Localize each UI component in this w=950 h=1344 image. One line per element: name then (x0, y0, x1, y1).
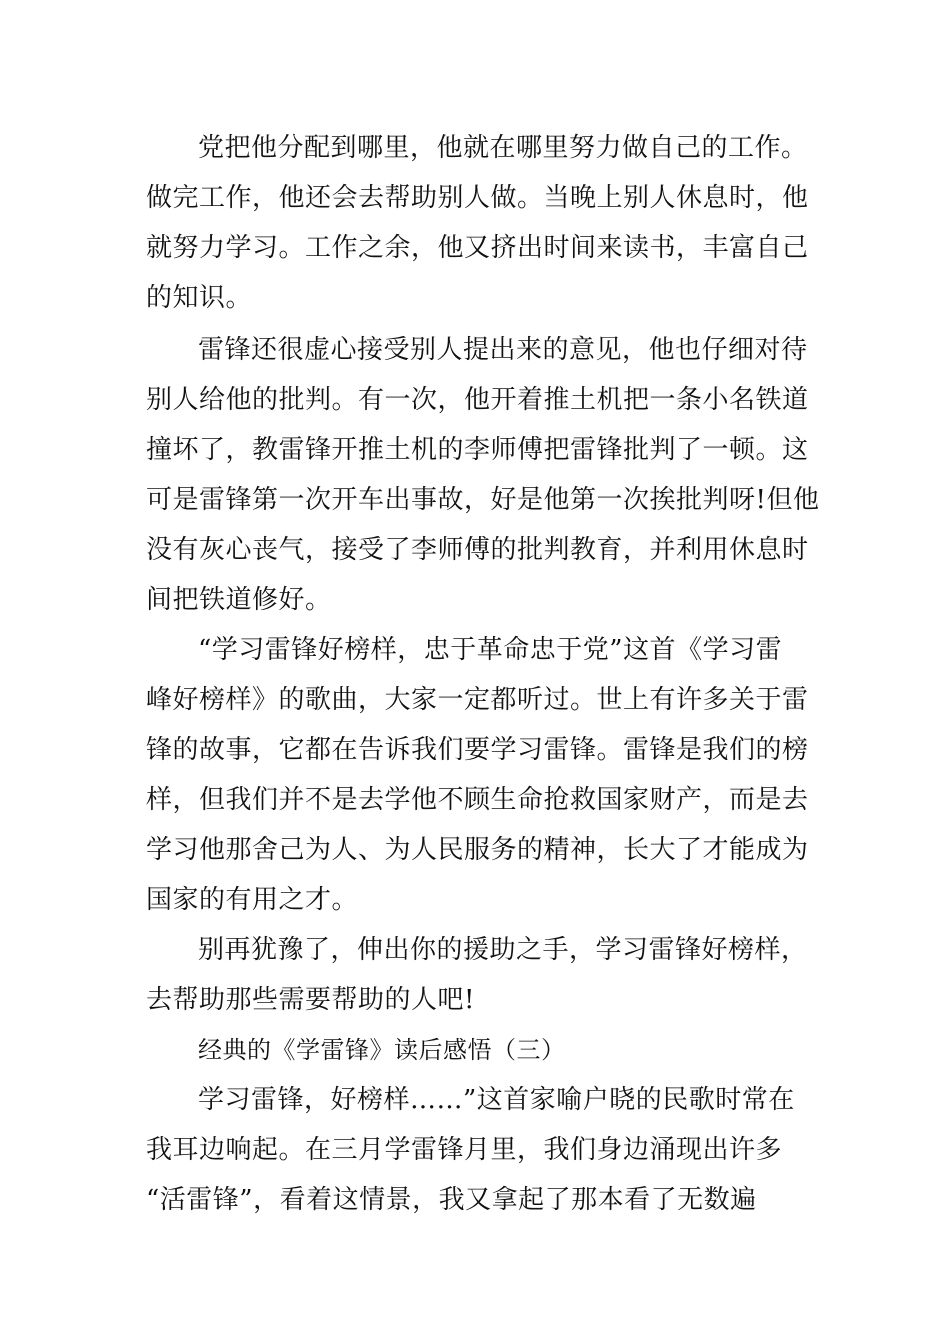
paragraph-line: 去帮助那些需要帮助的人吧! (146, 985, 475, 1015)
paragraph-line: 做完工作，他还会去帮助别人做。当晚上别人休息时，他 (146, 183, 809, 213)
paragraph-line: 可是雷锋第一次开车出事故，好是他第一次挨批判呀!但他 (146, 485, 820, 515)
paragraph-line: 锋的故事，它都在告诉我们要学习雷锋。雷锋是我们的榜 (146, 735, 809, 765)
paragraph-line: 党把他分配到哪里，他就在哪里努力做自己的工作。 (198, 133, 808, 163)
paragraph-line: 的知识。 (146, 283, 253, 313)
paragraph-line: 我耳边响起。在三月学雷锋月里，我们身边涌现出许多 (146, 1135, 783, 1165)
paragraph-line: 别人给他的批判。有一次，他开着推土机把一条小名铁道 (146, 385, 809, 415)
section-heading: 经典的《学雷锋》读后感悟（三） (198, 1036, 566, 1064)
paragraph-line: 雷锋还很虚心接受别人提出来的意见，他也仔细对待 (198, 335, 808, 365)
paragraph-line: “学习雷锋好榜样，忠于革命忠于党”这首《学习雷 (198, 635, 783, 665)
paragraph-line: 间把铁道修好。 (146, 585, 332, 615)
paragraph-line: 撞坏了，教雷锋开推土机的李师傅把雷锋批判了一顿。这 (146, 435, 809, 465)
paragraph-line: 国家的有用之才。 (146, 885, 359, 915)
paragraph-line: 别再犹豫了，伸出你的援助之手，学习雷锋好榜样， (198, 935, 808, 965)
paragraph-line: 峰好榜样》的歌曲，大家一定都听过。世上有许多关于雷 (146, 685, 809, 715)
paragraph-line: 学习他那舍己为人、为人民服务的精神，长大了才能成为 (146, 835, 809, 865)
paragraph-line: 没有灰心丧气，接受了李师傅的批判教育，并利用休息时 (146, 535, 809, 565)
paragraph-line: 就努力学习。工作之余，他又挤出时间来读书，丰富自己 (146, 233, 809, 263)
paragraph-line: 样，但我们并不是去学他不顾生命抢救国家财产，而是去 (146, 785, 809, 815)
paragraph-line: “活雷锋”，看着这情景，我又拿起了那本看了无数遍 (146, 1185, 757, 1215)
paragraph-line: 学习雷锋，好榜样……”这首家喻户晓的民歌时常在 (198, 1085, 795, 1115)
